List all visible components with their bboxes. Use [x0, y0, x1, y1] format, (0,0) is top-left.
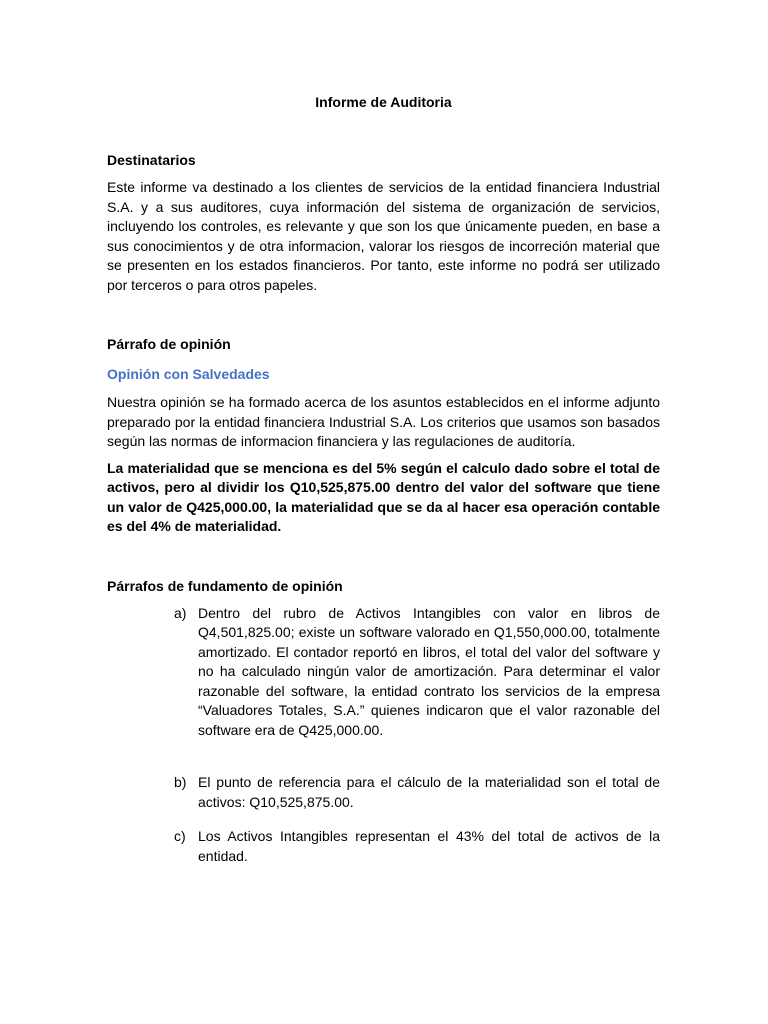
list-item [107, 773, 660, 812]
opinion-paragraph: Nuestra opinión se ha formado acerca de los asuntos establecidos en el informe adjunto preparado por la entidad financiera Industrial S.A. Los criterios que usamos son basados según las normas de informacion financiera y las regulaciones de auditoría. [107, 394, 660, 449]
list-item-text: Los Activos Intangibles representan el 43% del total de activos de la entidad. [198, 828, 660, 864]
opinion-heading: Párrafo de opinión [107, 336, 231, 352]
list-marker: a) [174, 604, 187, 621]
list-item-text: El punto de referencia para el cálculo de la materialidad son el total de activos: Q10,525,875.00. [198, 774, 660, 810]
basis-heading: Párrafos de fundamento de opinión [107, 577, 343, 594]
list-item [107, 604, 660, 741]
recipients-paragraph: Este informe va destinado a los clientes de servicios de la entidad financiera Industrial S.A. y a sus auditores, cuya información del sistema de organización de servicios, incluyendo los controles, es relevante y que son los que únicamente pueden, en base a sus conocimientos y de otra informacion, valorar los riesgos de incorreción material que se presenten en los estados financieros. Por tanto, este informe no podrá ser utilizado por terceros o para otros papeles. [107, 179, 660, 293]
opinion-subheading: Opinión con Salvedades [107, 366, 270, 382]
list-item [107, 827, 660, 866]
recipients-heading: Destinatarios [107, 152, 196, 168]
materiality-paragraph: La materialidad que se menciona es del 5% según el calculo dado sobre el total de activos, pero al dividir los Q10,525,875.00 dentro del valor del software que tiene un valor de Q425,000.00, la materialidad que se da al hacer esa operación contable es del 4% de materialidad. [107, 459, 660, 534]
document-title: Informe de Auditoria [315, 94, 452, 110]
list-marker: b) [174, 774, 187, 790]
list-item-text: Dentro del rubro de Activos Intangibles con valor en libros de Q4,501,825.00; existe un software valorado en Q1,550,000.00, totalmente amortizado. El contador reportó en libros, el total del valor del software y no ha calculado ningún valor de amortización. Para determinar el valor razonable del software, la entidad contrato los servicios de la empresa “Valuadores Totales, S.A.” quienes indicaron que el valor razonable del software era de Q425,000.00. [198, 604, 660, 738]
list-marker: c) [174, 828, 186, 844]
document-page [107, 93, 660, 866]
basis-list [107, 604, 660, 867]
